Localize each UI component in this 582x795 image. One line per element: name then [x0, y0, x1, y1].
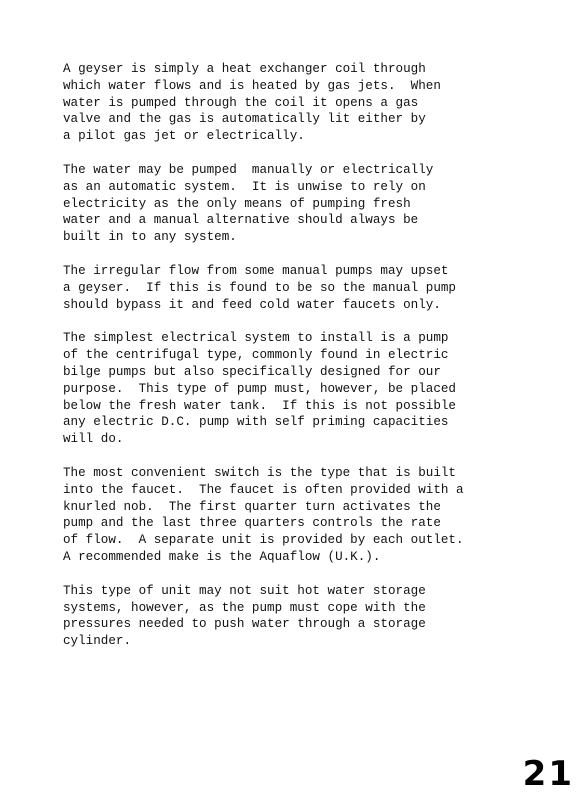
- text-line: water is pumped through the coil it opens a gas: [63, 95, 419, 110]
- text-line: below the fresh water tank. If this is not possible: [63, 398, 456, 413]
- paragraph-faucet-switch: [63, 465, 563, 566]
- text-line: systems, however, as the pump must cope with the: [63, 600, 426, 615]
- text-line: pressures needed to push water through a storage: [63, 617, 426, 632]
- text-line: valve and the gas is automatically lit either by: [63, 112, 426, 127]
- text-line: as an automatic system. It is unwise to rely on: [63, 179, 426, 194]
- text-line: into the faucet. The faucet is often provided with a: [63, 482, 464, 497]
- text-line: should bypass it and feed cold water faucets only.: [63, 297, 441, 312]
- paragraph-electrical-system: [63, 330, 563, 448]
- text-line: a pilot gas jet or electrically.: [63, 129, 305, 144]
- text-line: This type of unit may not suit hot water storage: [63, 583, 426, 598]
- text-line: water and a manual alternative should always be: [63, 213, 419, 228]
- text-line: any electric D.C. pump with self priming capacities: [63, 415, 449, 430]
- text-line: A recommended make is the Aquaflow (U.K.).: [63, 549, 381, 564]
- text-line: electricity as the only means of pumping fresh: [63, 196, 411, 211]
- text-line: cylinder.: [63, 634, 132, 649]
- paragraph-geyser-intro: [63, 61, 563, 145]
- text-line: The irregular flow from some manual pumps may upset: [63, 263, 449, 278]
- text-line: will do.: [63, 432, 124, 447]
- paragraph-storage-systems: [63, 583, 563, 650]
- text-line: pump and the last three quarters controls the rate: [63, 516, 441, 531]
- text-line: built in to any system.: [63, 230, 237, 245]
- text-line: A geyser is simply a heat exchanger coil through: [63, 62, 426, 76]
- text-line: knurled nob. The first quarter turn activates the: [63, 499, 441, 514]
- text-line: The most convenient switch is the type that is built: [63, 465, 456, 480]
- paragraph-irregular-flow: [63, 263, 563, 313]
- text-line: The simplest electrical system to install is a pump: [63, 331, 449, 346]
- body-text: [63, 61, 563, 667]
- text-line: purpose. This type of pump must, however, be placed: [63, 381, 456, 396]
- paragraph-pumping-method: [63, 162, 563, 246]
- text-line: of flow. A separate unit is provided by each outlet.: [63, 533, 464, 548]
- text-line: a geyser. If this is found to be so the manual pump: [63, 280, 456, 295]
- text-line: bilge pumps but also specifically designed for our: [63, 364, 441, 379]
- text-line: The water may be pumped manually or electrically: [63, 162, 434, 177]
- page-number: 21: [522, 754, 574, 794]
- text-line: which water flows and is heated by gas jets. When: [63, 78, 441, 93]
- text-line: of the centrifugal type, commonly found in electric: [63, 348, 449, 363]
